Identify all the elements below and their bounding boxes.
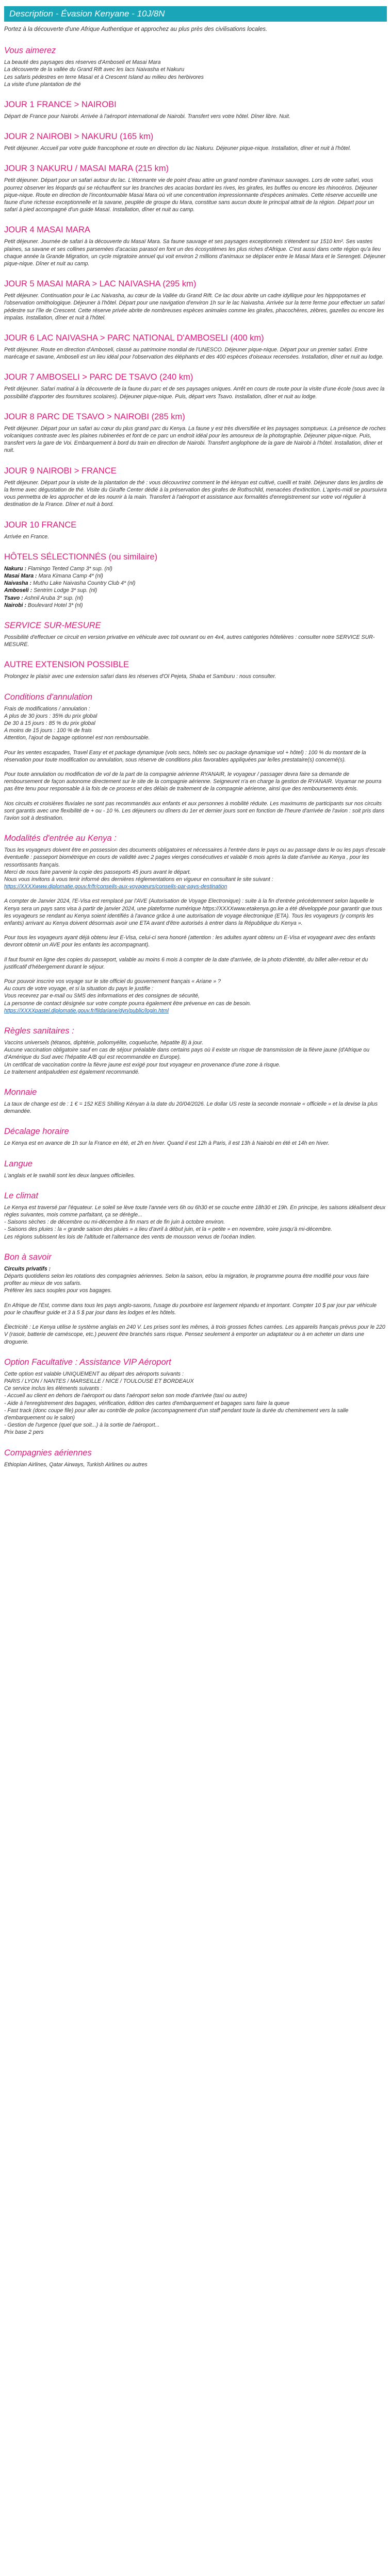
climat-line: Le Kenya est traversé par l'équateur. Le soleil se lève toute l'année vers 6h ou 6h30 et se couche entre 18h30 et 19h. En principe, les saisons idéalisent deux règles suivantes, mois comme parfaitant, ça se dérègle... [4,1204,386,1218]
option-line: - Accueil au client en dehors de l'aéroport ou dans l'aéroport selon son mode d'arrivée (taxi ou autre) [4,1393,247,1399]
day-4-section [4,225,387,267]
day-text: Arrivée en France. [4,533,50,540]
formalites-section [4,833,387,1014]
climat-line: - Saisons sèches : de décembre ou mi-décembre à fin mars et de fin juin à octobre environ. [4,1219,225,1226]
ariane-link[interactable]: https://XXXXpastel.diplomatie.gouv.fr/fildariane/dyn/public/login.html [4,1007,169,1014]
day-text: Petit déjeuner. Départ pour la visite de la plantation de thé : vous découvrirez comment le thé kényan est cultivé, cueilli et traité. Déjeuner dans les jardins de la ferme avec dégustation de thé. Visite du Giraffe Center dédié à la préservation des girafes de Rothschild, menacées d'extinction. L'après-midi se poursuivra vous permettra de les approcher et de les nourrir à la main. Transfert à l'aéroport et assistance aux formalités d'enregistrement sur votre vol régulier à destination de la France. Dîner et nuit à bord. [4,479,387,508]
option-line: Cette option est valable UNIQUEMENT au départ des aéroports suivants : [4,1370,184,1377]
hotel-item [4,587,387,594]
vous-aimerez-section [4,45,387,88]
service-sur-mesure-text: Possibilité d'effectuer ce circuit en version privative en véhicule avec toit ouvrant ou en 4x4, autres catégories hôtelières : consulter notre SERVICE SUR-MESURE. [4,634,375,648]
bon-a-savoir-line: Préférer les sacs souples pour vos bagages. [4,1287,112,1294]
extension-heading: AUTRE EXTENSION POSSIBLE [4,660,129,670]
option-section [4,1357,387,1436]
page-title: Description - Évasion Kenyane - 10J/8N [4,6,387,22]
climat-line: - Saisons des pluies : la « grande saison des pluies » a lieu d'avril à début juin, et la « petite » en novembre, voire jusqu'à mi-décembre. [4,1226,332,1233]
monnaie-section [4,1087,387,1115]
decalage-section [4,1126,387,1147]
compagnies-text: Ethiopian Airlines, Qatar Airways, Turkish Airlines ou autres [4,1461,148,1468]
conditions-line: Frais de modifications / annulation : [4,705,90,712]
option-heading: Option Facultative : Assistance VIP Aéroport [4,1357,171,1367]
formalites-paragraph: Il faut fournir en ligne des copies du passeport, valable au moins 6 mois à compter de la date d'arrivée, de la photo d'identité, du billet aller-retour et du justificatif d'hébergement durant le séjour. [4,956,368,970]
decalage-line: Le Kenya est en avance de 1h sur la France en été, et 2h en hiver. Quand il est 12h à Paris, il est 13h à Nairobi en été et 14h en hiver. [4,1140,330,1147]
hotel-name: Sentrim Lodge 3* sup. (nl) [34,587,97,594]
sanitaires-line: Vaccins universels (tétanos, diphtérie, poliomyélite, coqueluche, hépatite B) à jour. [4,1040,204,1046]
hotel-name: Flamingo Tented Camp 3* sup. (nl) [27,565,112,572]
climat-section [4,1191,387,1241]
formalites-heading: Modalités d'entrée au Kenya : [4,834,117,843]
bon-a-savoir-line: En Afrique de l'Est, comme dans tous les pays anglo-saxons, l'usage du pourboire est largement répandu et important. Compter 10 $ par jour par véhicule pour le chauffeur guide et 3 à 5 $ par jour dans les lodges et les hôtels. [4,1302,377,1316]
monnaie-line: La taux de change est de : 1 € = 152 KES Shilling Kényan à la date du 20/04/2026. Le dollar US reste la seconde monnaie « officielle » et la devise la plus demandée. [4,1101,378,1115]
sanitaires-line: Le traitement antipaludéen est également recommandé. [4,1069,140,1075]
formalites-paragraph: Vous recevrez par e-mail ou SMS des informations et des consignes de sécurité, [4,993,200,999]
hotel-name: Boulevard Hotel 3* (nl) [27,602,83,608]
diplomatie-link[interactable]: https://XXXXwww.diplomatie.gouv.fr/fr/conseils-aux-voyageurs/conseils-par-pays-destination [4,884,227,890]
hotel-item [4,565,387,572]
compagnies-heading: Compagnies aériennes [4,1448,92,1458]
hotel-place: Naivasha : [4,580,31,587]
climat-line: Les régions subissent les lois de l'altitude et l'alternance des vents de mousson venus de l'océan Indien. [4,1233,256,1240]
hotel-name: Ashnil Aruba 3* sup. (nl) [24,595,84,601]
langue-line: L'anglais et le swahili sont les deux langues officielles. [4,1172,136,1179]
day-heading: JOUR 2 NAIROBI > NAKURU (165 km) [4,132,154,142]
day-text: Petit déjeuner. Accueil par votre guide francophone et route en direction du lac Nakuru. Déjeuner pique-nique. Installation, dîner et nuit à l'hôtel. [4,145,351,152]
formalites-paragraph: A compter de Janvier 2024, l'E-Visa est remplacé par l'AVE (Autorisation de Voyage Electronique) : suite à la fin d'entrée précédemment selon laquelle le Kenya sera un pays sans visa à partir de janvier 2024, une plateforme numérique https://XXXXwww.etakenya.go.ke a été développée pour garantir que tous les voyageurs se rendant au Kenya soient identifiés à l'avance grâce à une autorisation de voyage électronique (ETA). Tous les voyageurs (y compris les enfants) arrivant au Kenya doivent désormais avoir une ETA avant d'être autorisés à entrer dans la République du Kenya ». [4,898,382,926]
hotel-item [4,580,387,587]
extension-section [4,659,387,680]
formalites-paragraph: Au cours de votre voyage, et si la situation du pays le justifie : [4,986,154,992]
conditions-line: De 30 à 15 jours : 85 % du prix global [4,720,95,726]
bon-a-savoir-section [4,1252,387,1346]
day-text: Petit déjeuner. Safari matinal à la découverte de la faune du parc et de ses paysages uniques. Arrêt en cours de route pour la visite d'une école (sous avec la possibilité d'apporter des fournitures scolaires). Déjeuner pique-nique. Puis, départ vers Tsavo. Installation, dîner et nuit au lodge. [4,386,385,400]
day-heading: JOUR 5 MASAI MARA > LAC NAIVASHA (295 km) [4,279,197,289]
formalites-paragraph: Merci de nous faire parvenir la copie des passeports 45 jours avant le départ. [4,869,191,875]
option-line: Prix base 2 pers [4,1429,44,1436]
hotel-place: Nakuru : [4,565,26,572]
conditions-paragraph: Pour les ventes escapades, Travel Easy et et package dynamique (vols secs, hôtels sec ou package dynamique vol + hôtel) : 100 % du montant de la réservation pour toute modification ou annulation, sous réserve de conditions plus favorables appliquées par le/les prestataire(s) concerné(s). [4,749,366,763]
hotel-place: Tsavo : [4,595,23,601]
option-line: - Aide à l'enregistrement des bagages, vérification, édition des cartes d'embarquement et bagages sans faire la queue [4,1400,290,1406]
formalites-paragraph: Tous les voyageurs doivent être en possession des documents obligatoires et nécessaires à l'entrée dans le pays ou au passage dans le ou les pays d'escale éventuelle : passeport biométrique en cours de validité avec 2 pages vierges consécutives et valable 6 mois après la date d'arrivée au Kenya , pour les ressortissants français. [4,847,386,868]
conditions-paragraph: Pour toute annulation ou modification de vol de la part de la compagnie aérienne RYANAIR, le voyageur / passager devra faire sa demande de remboursement de façon autonome directement sur le site de la compagnie aérienne. Seigneuret n'a en charge la gestion de RYANAIR. Voyamar ne pourra pas être tenu pour responsable à la fois de ce process et des délais de traitement de la compagnie aérienne, ainsi que des remboursements émis. [4,771,382,792]
hotel-item [4,572,387,580]
vous-aimerez-line: La beauté des paysages des réserves d'Amboseli et Masai Mara [4,59,161,66]
vous-aimerez-line: La visite d'une plantation de thé [4,81,81,88]
conditions-line: Attention, l'ajout de bagage optionnel est non remboursable. [4,735,150,741]
day-heading: JOUR 6 LAC NAIVASHA > PARC NATIONAL D'AMBOSELI (400 km) [4,333,264,343]
bon-a-savoir-subheading: Circuits privatifs : [4,1265,51,1272]
option-line: - Gestion de l'urgence (quel que soit...) à la sortie de l'aéroport... [4,1422,160,1429]
conditions-line: A plus de 30 jours : 35% du prix global [4,713,97,719]
hotel-item [4,602,387,609]
day-10-section [4,520,387,540]
extension-text: Prolongez le plaisir avec une extension safari dans les réserves d'Ol Pejeta, Shaba et Samburu : nous consulter. [4,673,276,680]
hotel-place: Amboseli : [4,587,32,594]
day-heading: JOUR 1 FRANCE > NAIROBI [4,100,117,110]
conditions-heading: Conditions d'annulation [4,692,93,702]
day-heading: JOUR 10 FRANCE [4,520,77,530]
day-heading: JOUR 9 NAIROBI > FRANCE [4,466,117,476]
sanitaires-line: Aucune vaccination obligatoire sauf en cas de séjour préalable dans certains pays où il existe un risque de transmission de la fièvre jaune (d'Afrique ou d'Amérique du Sud avec l'hépatite A/B qui est recommandée en Europe). [4,1047,370,1061]
day-2-section [4,131,387,152]
hotel-place: Masai Mara : [4,572,37,579]
option-line: - Fast track (donc coupe file) pour aller au contrôle de police (accompagnement d'un staff pendant toute la durée du cheminement vers la salle d'embarquement ou le salon) [4,1407,349,1421]
page [0,6,391,1468]
bon-a-savoir-line [4,1265,387,1273]
day-7-section [4,372,387,400]
formalites-paragraph: La personne de contact désignée sur votre compte pourra également être prévenue en cas de besoin. [4,1000,251,1007]
bon-a-savoir-line: Départs quotidiens selon les rotations des compagnies aériennes. Selon la saison, et/ou la migration, le programme pourra être modifié pour vous faire profiter au mieux de vos safaris. [4,1273,369,1287]
langue-heading: Langue [4,1159,33,1168]
sanitaires-line: Un certificat de vaccination contre la fièvre jaune est exigé pour tout voyageur en provenance d'une zone à risque. [4,1061,281,1068]
formalites-paragraph: Pour tous les voyageurs ayant déjà obtenu leur E-Visa, celui-ci sera honoré (attention : les adultes ayant obtenu un E-Visa et voyageant avec des enfants devront obtenir un AVE pour les enfants les accompagnant). [4,935,376,948]
day-heading: JOUR 4 MASAI MARA [4,225,90,235]
day-6-section [4,333,387,361]
climat-heading: Le climat [4,1191,39,1200]
option-line: PARIS / LYON / NANTES / MARSEILLE / NICE / TOULOUSE ET BORDEAUX [4,1378,194,1384]
formalites-paragraph: Nous vous invitons à vous tenir informé des dernières réglementations en vigueur en consultant le site suivant : [4,876,273,883]
day-9-section [4,466,387,509]
monnaie-heading: Monnaie [4,1088,37,1097]
day-text: Départ de France pour Nairobi. Arrivée à l'aéroport international de Nairobi. Transfert vers votre hôtel. Dîner libre. Nuit. [4,113,290,120]
day-text: Petit déjeuner. Départ pour un safari autour du lac. L'étonnante vie de point d'eau attire un grand nombre d'animaux sauvages. Lors de votre safari, vous pourrez observer les léopards qui se réchauffent sur les branches des acacias bordant les rives, les girafes, les buffles ou encore les rhinocéros. Déjeuner pique-nique. Route en direction de l'incontournable Masai Mara où vit une concentration impressionnante d'espèces animales. Cette réserve accueille une faune d'une richesse exceptionnelle et la savane, peuplée de groupe du Mara, constitue sans aucun doute le principal attrait de la région. Départ pour un safari à pied accompagné d'un guide Masaï. Installation, dîner et nuit au camp. [4,177,378,213]
day-text: Petit déjeuner. Continuation pour le Lac Naivasha, au cœur de la Vallée du Grand Rift. Ce lac doux abrite un cadre idyllique pour les hippopotames et l'observation ornithologique. Déjeuner à l'hôtel. Départ pour une navigation d'environ 1h sur le lac Naivasha. Arrivée sur la terre ferme pour effectuer un safari pédestre sur l'île de Crescent. Cette réserve privée abrite de nombreuses espèces animales comme les girafes, phacochères, zèbres, gazelles ou encore les impalas. Installation, dîner et nuit à l'hôtel. [4,293,385,321]
vous-aimerez-line: La découverte de la vallée du Grand Rift avec les lacs Naivasha et Nakuru [4,66,185,73]
bon-a-savoir-heading: Bon à savoir [4,1252,52,1262]
conditions-section [4,692,387,822]
langue-section [4,1159,387,1179]
vous-aimerez-heading: Vous aimerez [4,46,56,56]
content [0,26,391,1468]
bon-a-savoir-line: Électricité : Le Kenya utilise le système anglais en 240 V. Les prises sont les mêmes, à trois grosses fiches carrées. Les appareils français prévus pour le 220 V (rasoir, batterie de caméscope, etc.) peuvent être branchés sans risque. Pensez seulement à emporter un adaptateur ou à en acheter un dans une droguerie. [4,1324,385,1345]
day-text: Petit déjeuner. Journée de safari à la découverte du Masaï Mara. Sa faune sauvage et ses paysages exceptionnels s'étendent sur 1510 km². Ses vastes plaines, sa savane et ses collines parsemées d'acacias parasol en font un des écosystèmes les plus riches d'Afrique. C'est aussi dans cette région qu'a lieu chaque année la Grande Migration, un cycle migratoire annuel qui voit environ 2 millions d'animaux se déplacer entre le Masai Mara et le Serengeti. Déjeuner pique-nique. Dîner et nuit au camp. [4,239,386,267]
formalites-link-line [4,1007,387,1014]
hotel-item [4,595,387,602]
formalites-paragraph: Pour pouvoir inscrire vos voyage sur le site officiel du gouvernement français « Ariane » ? [4,978,221,985]
vous-aimerez-line: Les safaris pédestres en terre Masaï et à Crescent Island au milieu des herbivores [4,74,204,80]
conditions-paragraph: Nos circuits et croisières fluviales ne sont pas recommandés aux enfants et aux personnes à mobilité réduite. Les maximums de participants sur nos circuits sont garantis avec une flexibilité de + ou - 10 %. Les déjeuners ou dîners du 1er et dernier jours sont en fonction de l'heure d'arrivée de l'avion : soit pris dans l'avion soit à destination. [4,800,385,821]
day-text: Petit déjeuner. Départ pour un safari au cœur du plus grand parc du Kenya. La faune y est très diversifiée et les paysages somptueux. La présence de roches volcaniques contraste avec les plaines rubinerées et font de ce parc un endroit idéal pour les amoureux de la photographie. Déjeuner pique-nique. Puis, transfert vers la gare de Voi. Embarquement à bord du train en direction de Nairobi. Transfert anglophone de la gare de Nairobi à l'hôtel. Installation, dîner et nuit. [4,425,386,454]
sanitaires-section [4,1026,387,1076]
decalage-heading: Décalage horaire [4,1127,69,1137]
formalites-link-line [4,883,387,890]
option-line: Ce service inclus les éléments suivants : [4,1385,103,1392]
day-8-section [4,412,387,454]
day-3-section [4,163,387,213]
hotels-section [4,552,387,609]
hotel-name: Mara Kimana Camp 4* (nl) [38,572,103,579]
day-5-section [4,279,387,321]
hotels-heading: HÔTELS SÉLECTIONNÉS (ou similaire) [4,552,158,562]
day-1-section [4,99,387,120]
compagnies-section [4,1448,387,1468]
hotel-place: Nairobi : [4,602,26,608]
day-heading: JOUR 3 NAKURU / MASAI MARA (215 km) [4,164,169,174]
intro-text: Portez à la découverte d'une Afrique Authentique et approchez au plus près des civilisations locales. [4,26,268,32]
day-heading: JOUR 7 AMBOSELI > PARC DE TSAVO (240 km) [4,372,193,382]
day-heading: JOUR 8 PARC DE TSAVO > NAIROBI (285 km) [4,412,185,421]
day-text: Petit déjeuner. Route en direction d'Amboseli, classé au patrimoine mondial de l'UNESCO. Déjeuner pique-nique. Départ pour un premier safari. Entre marécage et savane, Amboseli est un lieu idéal pour l'observation des éléphants et des 400 espèces d'oiseaux recensées. Installation, dîner et nuit au lodge. [4,347,384,361]
hotel-name: Muthu Lake Naivasha Country Club 4* (nl) [32,580,136,587]
sanitaires-heading: Règles sanitaires : [4,1026,74,1036]
service-sur-mesure-section [4,620,387,648]
service-sur-mesure-heading: SERVICE SUR-MESURE [4,620,101,630]
conditions-line: A moins de 15 jours : 100 % de frais [4,727,92,734]
